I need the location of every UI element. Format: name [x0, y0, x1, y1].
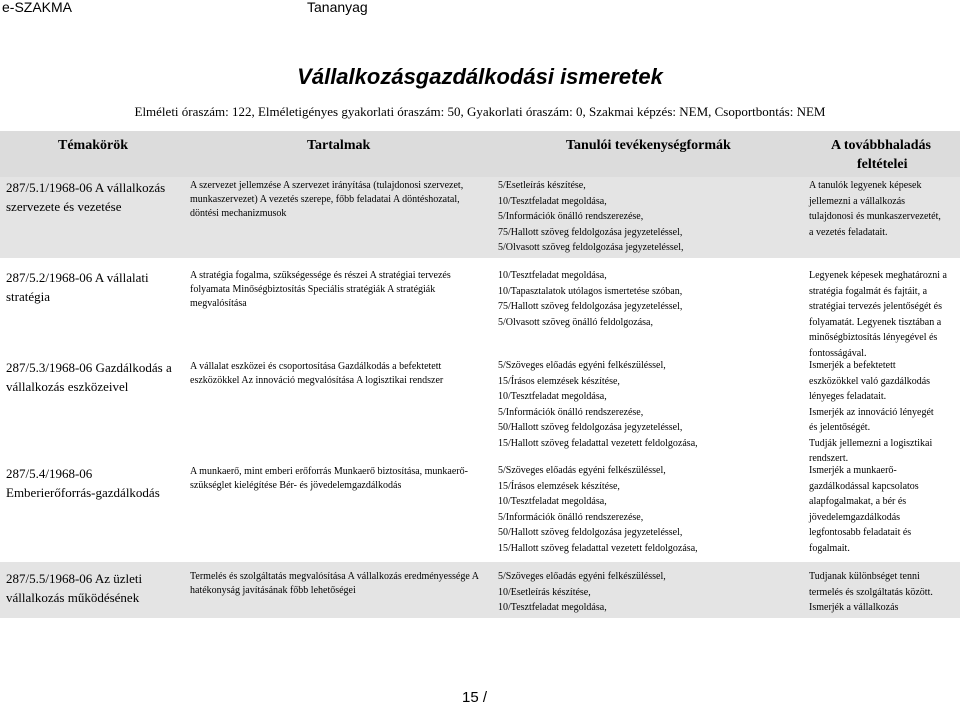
- header-topics: Témakörök: [58, 138, 128, 153]
- activity-item: 5/Információk önálló rendszerezése,: [498, 406, 644, 418]
- activity-item: 15/Írásos elemzések készítése,: [498, 375, 620, 387]
- condition-line: fogalmait.: [809, 542, 850, 554]
- content-cell: A stratégia fogalma, szükségessége és részei A stratégiai tervezés folyamata Minőségbiztosítás Speciális stratégiák A stratégiák megvalósítása: [190, 270, 451, 309]
- table-row: [0, 268, 960, 359]
- content-cell: A szervezet jellemzése A szervezet irányítása (tulajdonosi szervezet, munkaszervezet) A vezetés szerepe, főbb feladatai A döntéshozatal, döntési mechanizmusok: [190, 180, 464, 219]
- condition-line: gazdálkodással kapcsolatos: [809, 480, 919, 492]
- condition-line: Ismerjék az innováció lényegét: [809, 406, 934, 418]
- activity-item: 75/Hallott szöveg feldolgozása jegyzeteléssel,: [498, 226, 683, 238]
- topic-cell: 287/5.1/1968-06 A vállalkozás szervezete és vezetése: [6, 180, 166, 214]
- conditions-cell: [809, 358, 959, 467]
- condition-line: eszközökkel való gazdálkodás: [809, 375, 931, 387]
- site-name[interactable]: e-SZAKMA: [2, 0, 73, 15]
- top-bar: [0, 0, 960, 17]
- page-number: 15 /: [462, 689, 488, 706]
- activity-item: 10/Tesztfeladat megoldása,: [498, 602, 607, 613]
- condition-line: stratégiai tervezés jelentőségét és: [809, 301, 942, 312]
- condition-line: folyamatát. Legyenek tisztában a: [809, 316, 942, 328]
- activity-item: 5/Információk önálló rendszerezése,: [498, 211, 644, 222]
- content-cell: A vállalat eszközei és csoportosítása Gazdálkodás a befektetett eszközökkel Az innováció megvalósítása A logisztikai rendszer: [190, 361, 444, 386]
- activity-item: 10/Tesztfeladat megoldása,: [498, 496, 607, 507]
- header-progress-line2: feltételei: [857, 157, 908, 172]
- table-row: [0, 562, 960, 618]
- activities-cell: [498, 268, 798, 330]
- condition-line: stratégia fogalmát és fajtáit, a: [809, 285, 928, 297]
- condition-line: tulajdonosi és munkaszervezetét,: [809, 211, 941, 222]
- document-title: Vállalkozásgazdálkodási ismeretek: [297, 64, 663, 89]
- activity-item: 5/Esetleírás készítése,: [498, 180, 586, 191]
- condition-line: alapfogalmakat, a bér és: [809, 496, 907, 507]
- condition-line: rendszert.: [809, 453, 849, 464]
- activities-cell: [498, 178, 798, 256]
- activity-item: 10/Esetleírás készítése,: [498, 586, 591, 598]
- conditions-cell: [809, 463, 959, 556]
- condition-line: jellemezni a vállalkozás: [809, 195, 906, 207]
- condition-line: és jelentőségét.: [809, 422, 871, 433]
- activity-item: 15/Hallott szöveg feladattal vezetett feldolgozása,: [498, 542, 698, 554]
- activities-cell: [498, 358, 798, 451]
- activity-item: 50/Hallott szöveg feldolgozása jegyzeteléssel,: [498, 527, 683, 538]
- header-activities: Tanulói tevékenységformák: [566, 138, 731, 153]
- topic-cell: 287/5.3/1968-06 Gazdálkodás a vállalkozás eszközeivel: [6, 360, 172, 394]
- conditions-cell: [809, 268, 959, 361]
- condition-line: Ismerjék a munkaerő-: [809, 465, 897, 476]
- conditions-cell: [809, 569, 959, 616]
- table-header: [0, 131, 960, 177]
- condition-line: minőségbiztosítás lényegével és: [809, 332, 938, 343]
- condition-line: lényeges feladatait.: [809, 391, 887, 402]
- condition-line: a vezetés feladatait.: [809, 226, 888, 238]
- header-progress-line1: A továbbhaladás: [831, 138, 931, 153]
- activity-item: 10/Tesztfeladat megoldása,: [498, 391, 607, 402]
- activity-item: 10/Tesztfeladat megoldása,: [498, 195, 607, 207]
- condition-line: legfontosabb feladatait és: [809, 527, 912, 538]
- activity-item: 5/Szöveges előadás egyéni felkészüléssel,: [498, 465, 666, 476]
- condition-line: Tudjanak különbséget tenni: [809, 571, 920, 582]
- activity-item: 5/Olvasott szöveg feldolgozása jegyzeteléssel,: [498, 242, 684, 253]
- activity-item: 5/Információk önálló rendszerezése,: [498, 511, 644, 523]
- condition-line: Tudják jellemezni a logisztikai: [809, 437, 933, 449]
- activity-item: 5/Szöveges előadás egyéni felkészüléssel,: [498, 360, 666, 371]
- document-subtitle: Elméleti óraszám: 122, Elméletigényes gyakorlati óraszám: 50, Gyakorlati óraszám: 0, Szakmai képzés: NEM, Csoportbontás: NEM: [134, 104, 826, 119]
- table-row: [0, 462, 960, 558]
- header-contents: Tartalmak: [307, 138, 371, 153]
- activities-cell: [498, 569, 798, 616]
- topic-cell: 287/5.5/1968-06 Az üzleti vállalkozás működésének: [6, 571, 143, 605]
- condition-line: jövedelemgazdálkodás: [809, 511, 901, 523]
- condition-line: Legyenek képesek meghatározni a: [809, 270, 947, 281]
- table-row: [0, 177, 960, 258]
- condition-line: A tanulók legyenek képesek: [809, 180, 922, 191]
- activity-item: 5/Szöveges előadás egyéni felkészüléssel,: [498, 571, 666, 582]
- activities-cell: [498, 463, 798, 556]
- activity-item: 5/Olvasott szöveg önálló feldolgozása,: [498, 316, 653, 328]
- content-cell: A munkaerő, mint emberi erőforrás Munkaerő biztosítása, munkaerő-szükséglet kielégítése Bér- és jövedelemgazdálkodás: [190, 466, 468, 491]
- condition-line: Ismerjék a vállalkozás: [809, 602, 899, 613]
- topic-cell: 287/5.2/1968-06 A vállalati stratégia: [6, 270, 149, 304]
- activity-item: 75/Hallott szöveg feldolgozása jegyzeteléssel,: [498, 301, 683, 312]
- content-cell: Termelés és szolgáltatás megvalósítása A vállalkozás eredményessége A hatékonyság javításának főbb lehetőségei: [190, 571, 479, 596]
- condition-line: termelés és szolgáltatás között.: [809, 586, 933, 598]
- activity-item: 50/Hallott szöveg feldolgozása jegyzeteléssel,: [498, 422, 683, 433]
- activity-item: 15/Írásos elemzések készítése,: [498, 480, 620, 492]
- condition-line: fontosságával.: [809, 347, 867, 359]
- activity-item: 10/Tapasztalatok utólagos ismertetése szóban,: [498, 285, 683, 297]
- section-name[interactable]: Tananyag: [307, 0, 368, 15]
- activity-item: 15/Hallott szöveg feladattal vezetett feldolgozása,: [498, 437, 698, 449]
- activity-item: 10/Tesztfeladat megoldása,: [498, 270, 607, 281]
- topic-cell: 287/5.4/1968-06 Emberierőforrás-gazdálkodás: [6, 466, 160, 500]
- conditions-cell: [809, 178, 959, 240]
- table-row: [0, 358, 960, 464]
- condition-line: Ismerjék a befektetett: [809, 360, 896, 371]
